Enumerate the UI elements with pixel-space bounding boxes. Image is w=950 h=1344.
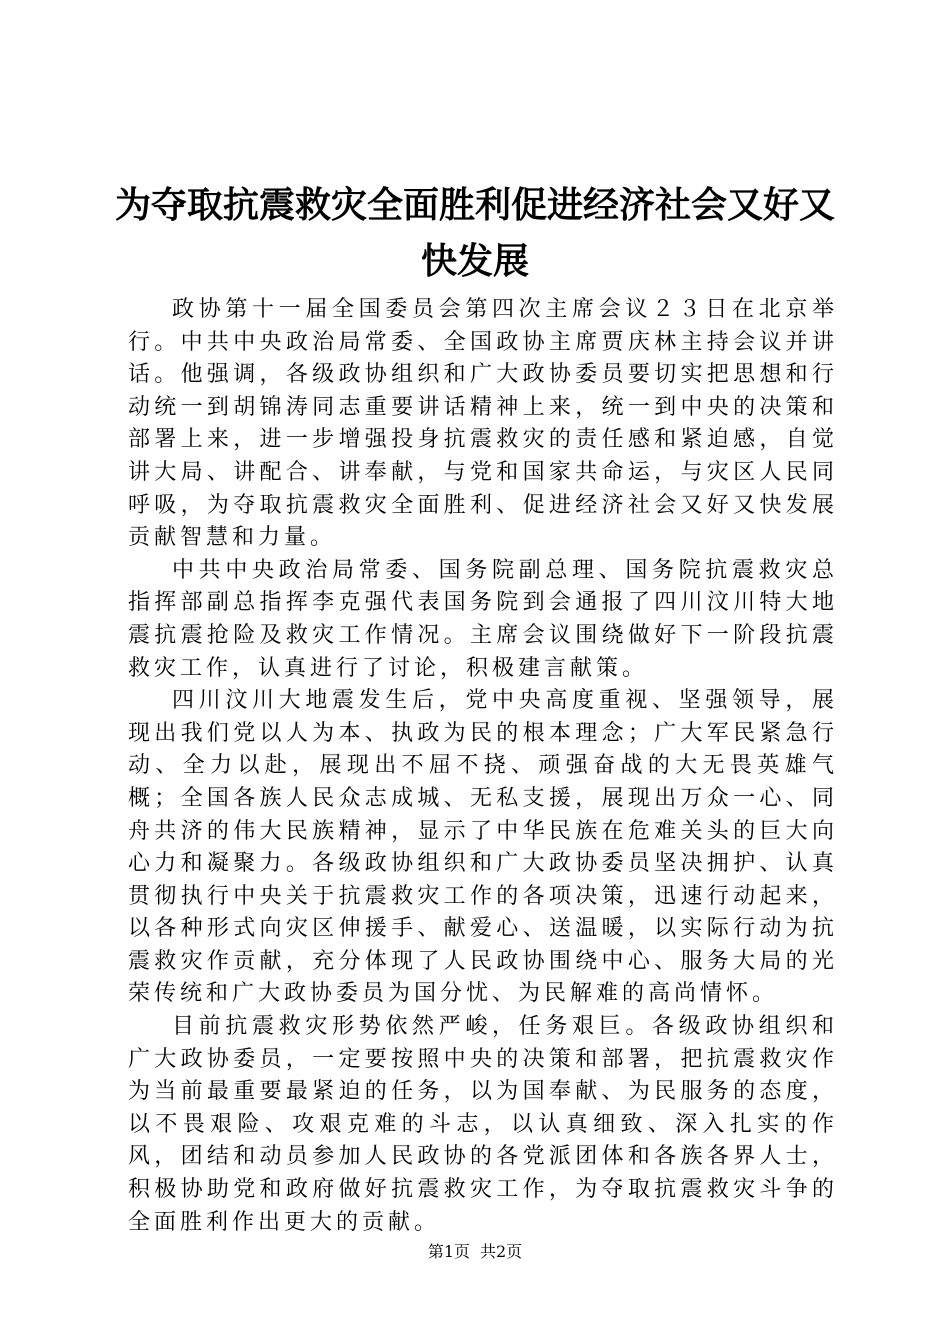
paragraph-3: 四川汶川大地震发生后，党中央高度重视、坚强领导，展现出我们党以人为本、执政为民的根本理念；广大军民紧急行动、全力以赴，展现出不屈不挠、顽强奋战的大无畏英雄气概；全国各族人民众志成城、无私支援，展现出万众一心、同舟共济的伟大民族精神，显示了中华民族在危难关头的巨大向心力和凝聚力。各级政协组织和广大政协委员坚决拥护、认真贯彻执行中央关于抗震救灾工作的各项决策，迅速行动起来，以各种形式向灾区伸援手、献爱心、送温暖，以实际行动为抗震救灾作贡献，充分体现了人民政协围绕中心、服务大局的光荣传统和广大政协委员为国分忧、为民解难的高尚情怀。 bbox=[128, 688, 838, 1007]
page-footer bbox=[0, 1241, 950, 1263]
page-number: 第1页 bbox=[427, 1242, 470, 1261]
document-title: 为夺取抗震救灾全面胜利促进经济社会又好又快发展 bbox=[114, 185, 835, 282]
paragraph-2: 中共中央政治局常委、国务院副总理、国务院抗震救灾总指挥部副总指挥李克强代表国务院到会通报了四川汶川特大地震抗震抢险及救灾工作情况。主席会议围绕做好下一阶段抗震救灾工作，认真进行了讨论，积极建言献策。 bbox=[128, 557, 838, 681]
paragraph-1: 政协第十一届全国委员会第四次主席会议２３日在北京举行。中共中央政治局常委、全国政协主席贾庆林主持会议并讲话。他强调，各级政协组织和广大政协委员要切实把思想和行动统一到胡锦涛同志重要讲话精神上来，统一到中央的决策和部署上来，进一步增强投身抗震救灾的责任感和紧迫感，自觉讲大局、讲配合、讲奉献，与党和国家共命运，与灾区人民同呼吸，为夺取抗震救灾全面胜利、促进经济社会又好又快发展贡献智慧和力量。 bbox=[128, 297, 838, 551]
paragraph-4: 目前抗震救灾形势依然严峻，任务艰巨。各级政协组织和广大政协委员，一定要按照中央的决策和部署，把抗震救灾作为当前最重要最紧迫的任务，以为国奉献、为民服务的态度，以不畏艰险、攻艰克难的斗志，以认真细致、深入扎实的作风，团结和动员参加人民政协的各党派团体和各族各界人士，积极协助党和政府做好抗震救灾工作，为夺取抗震救灾斗争的全面胜利作出更大的贡献。 bbox=[128, 1014, 838, 1235]
document-body bbox=[128, 294, 838, 1239]
page-total: 共2页 bbox=[480, 1242, 523, 1261]
